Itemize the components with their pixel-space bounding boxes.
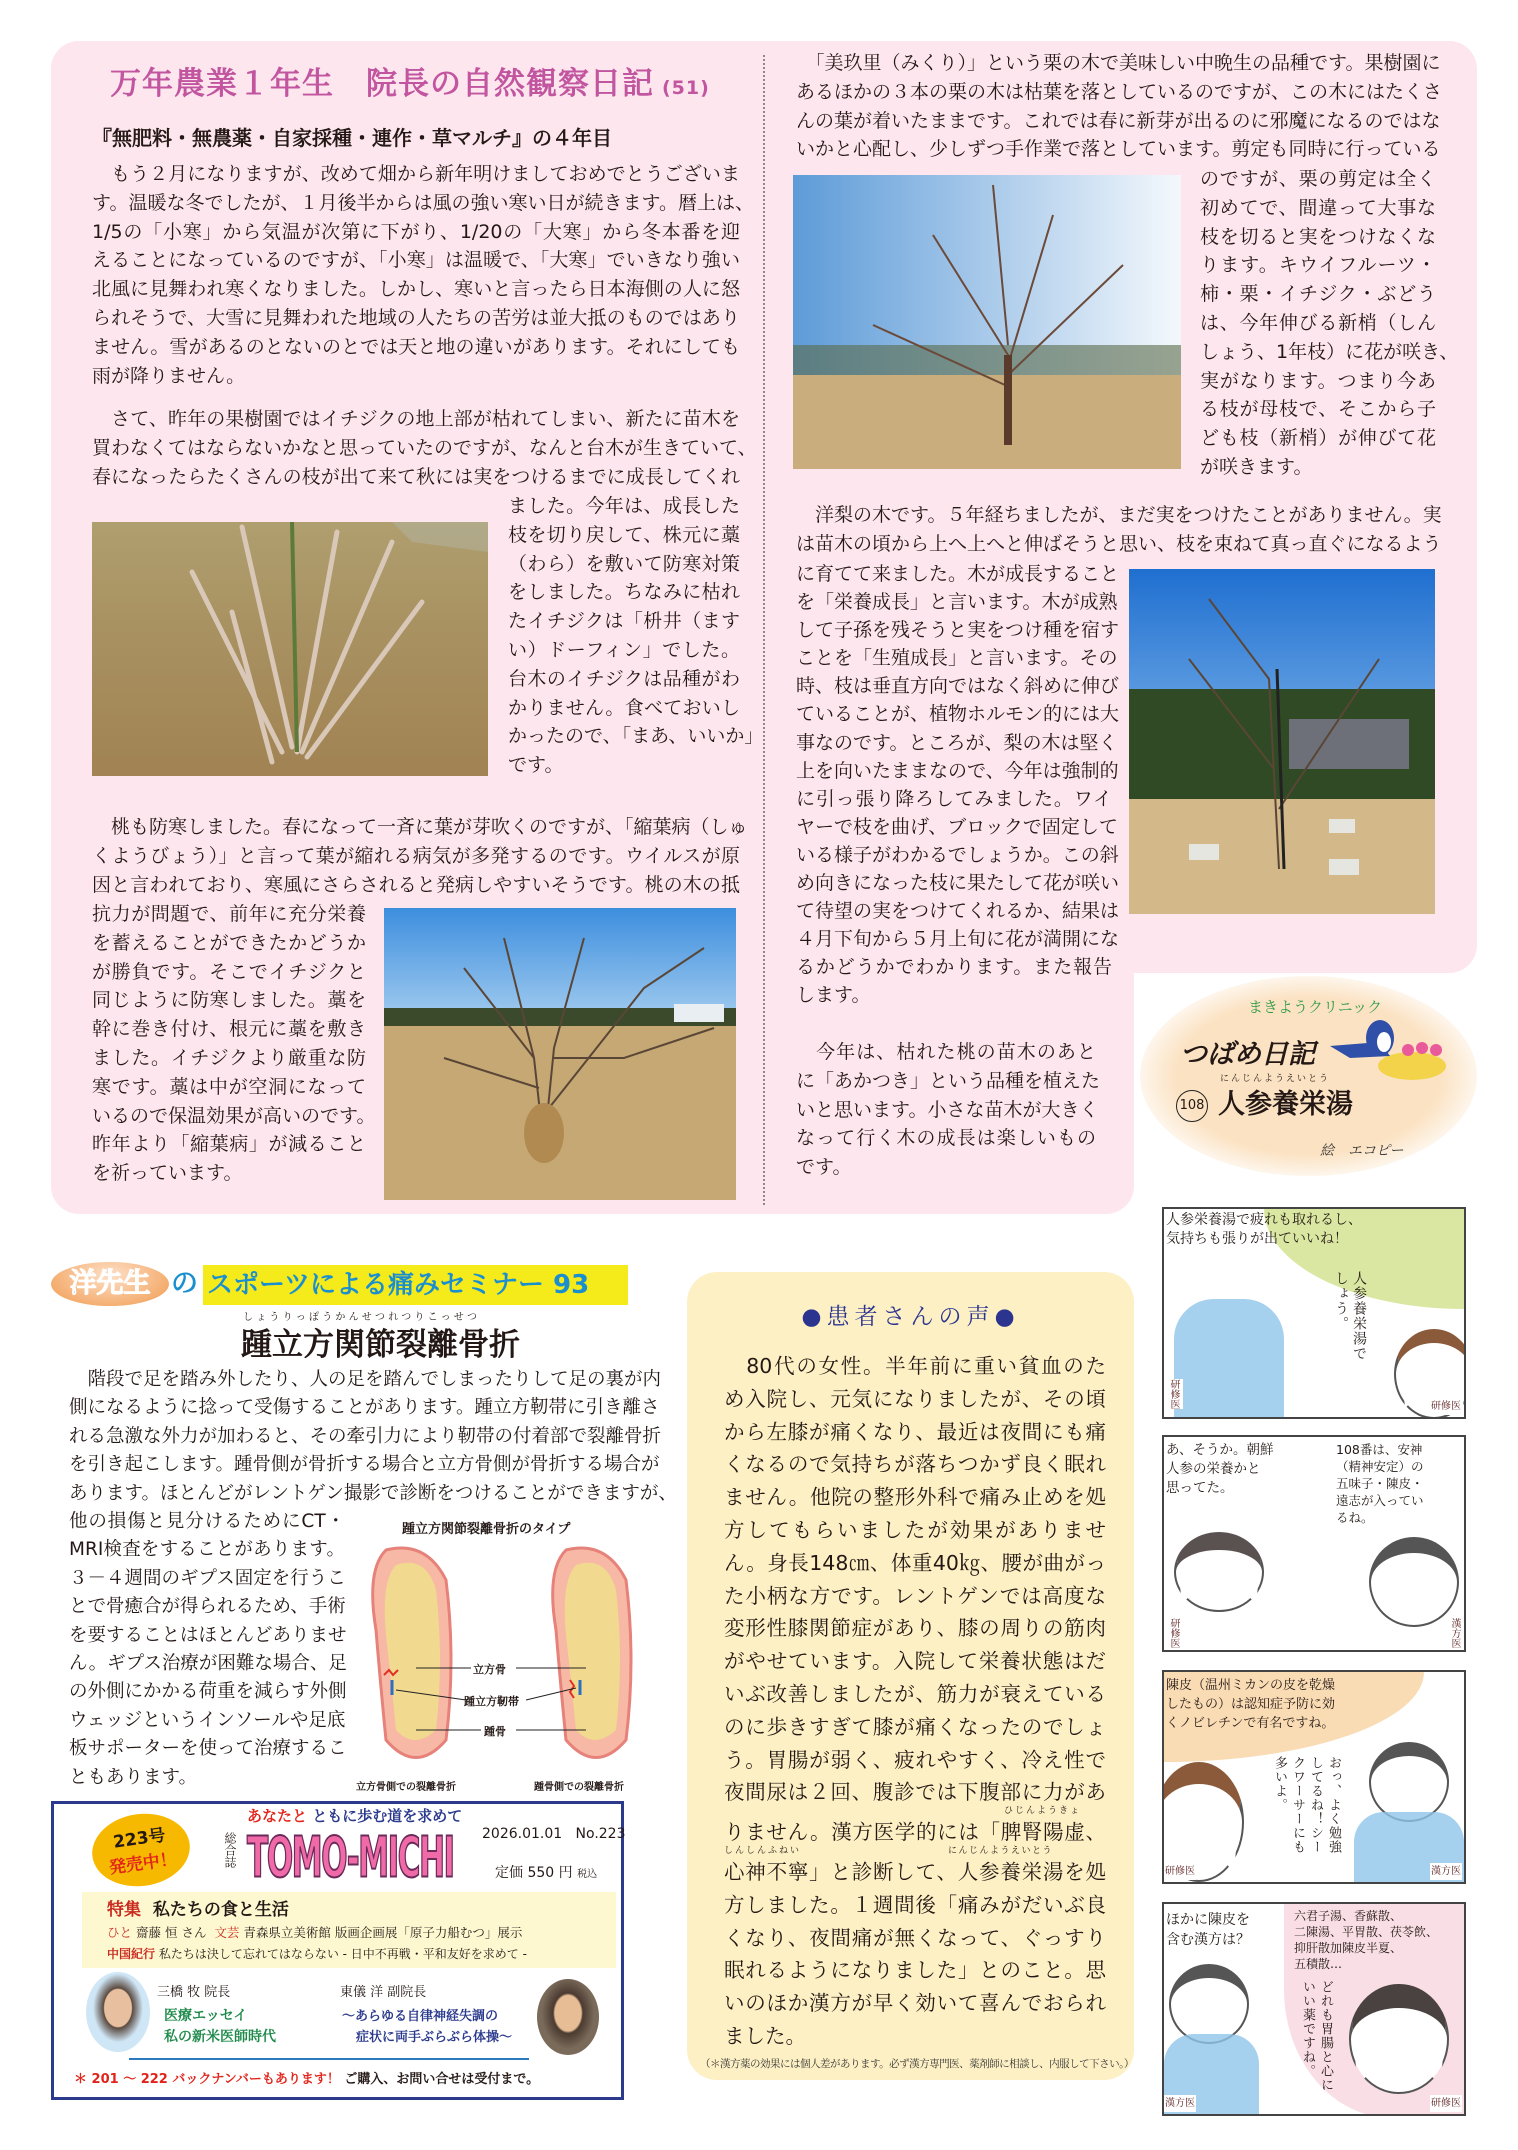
issue-badge [87,1808,194,1893]
text-line: 実がなります。つまり今あ [1200,369,1436,392]
role-label: 漢方医 [1445,1618,1464,1648]
panel1-vertical-speech [1332,1271,1368,1401]
text-line: ません。他院の整形外科で痛み止めを処 [724,1485,1106,1510]
paragraph-2 [92,405,757,491]
date: 2026.01.01 [482,1826,563,1842]
akatsuki-paragraph [796,1038,1101,1182]
issue-number: No.223 [575,1826,626,1842]
text-line: いるので保温効果が高いのです。 [92,1104,376,1127]
speech-line: 人参の栄養かと [1166,1461,1261,1477]
speech-line: 五積散… [1294,1957,1343,1971]
text-line: ません。雪があるのとないのとでは天と地の違いがあります。それにしても [92,335,740,358]
text-line: ました。今年は、成長した [508,495,740,517]
issue-date [482,1826,626,1842]
chestnut-paragraph-wrap [1200,165,1459,482]
text-line: なって行く木の成長は楽しいもの [796,1127,1096,1150]
figure-title: 踵立方関節裂離骨折のタイプ [402,1522,571,1537]
essay2-line2: 症状に両手ぶらぶら体操～ [356,2030,513,2045]
panel4-vertical-speech [1298,1980,1334,2114]
text-line: して子孫を残そうと実をつけ種を宿す [796,619,1120,642]
speech-line: しょう。 [1333,1271,1349,1331]
contents-band [82,1892,616,1968]
text-line: （わら）を敷いて防寒対策 [508,552,740,575]
text-line: て待望の実をつけてくれるか、結果は [796,900,1120,923]
text-line: あるほかの３本の栗の木は枯葉を落としているのですが、この木にはたくさ [796,80,1443,103]
speech-line: 六君子湯、香蘇散、 [1294,1909,1403,1923]
text-line: 洋梨の木です。５年経ちましたが、まだ実をつけたことがありません。実 [796,504,1442,526]
ad-divider [129,2058,529,2060]
role-label: 研修医 [1430,2095,1462,2112]
diary-title [110,58,710,103]
text-line: ん。ギプス治療が困難な場合、足 [69,1652,347,1674]
literature-label: 文芸 [214,1925,240,1940]
text-line: 1/5の「小寒」から気温が次第に下がり、1/20の「大寒」から冬本番を迎 [92,220,740,243]
tsubame-issue-number: 108 [1176,1090,1208,1122]
seminar-body-wrap [69,1508,345,1792]
seminar-header [203,1265,628,1305]
fig-tree-photo [92,522,488,776]
seminar-teacher-name: 洋先生 [69,1268,151,1299]
comic-panel-2 [1162,1435,1466,1652]
price [495,1862,597,1882]
text-line: 桃も防寒しました。春になって一斉に葉が芽吹くのですが、「縮葉病（しゅ [92,816,748,838]
speech-line: 思ってた。 [1166,1480,1234,1496]
vice-director-name: 東儀 洋 副院長 [340,1985,427,2000]
speech-line: 二陳湯、平胃散、茯苓飲、 [1294,1925,1439,1939]
travel-title: 私たちは決して忘れてはならない - 日中不再戦・平和友好を求めて - [158,1947,527,1961]
text-line: ３－４週間のギプス固定を行うこ [69,1567,346,1589]
text-line: 眠れるようになりました」とのこと。思 [724,1958,1106,1983]
paragraph-1 [92,160,754,390]
text-line: 上を向いたままなので、今年は強制的 [796,759,1119,782]
pear-paragraph [796,501,1442,559]
patient-voice-body [724,1350,1106,2053]
text-line: の外側にかかる荷重を減らす外側 [69,1681,347,1703]
text-line: う。胃腸が弱く、疲れやすく、冷え性で [724,1747,1106,1772]
paragraph-2-wrap [508,492,764,780]
resident-character [1174,1532,1264,1612]
speech-line: クワーサーにも [1290,1756,1305,1854]
text-line: 今年は、枯れた桃の苗木のあと [796,1041,1096,1063]
person-label: ひと [107,1925,133,1940]
badge-on-sale: 発売中！ [107,1849,179,1879]
seminar-header-text: スポーツによる痛みセミナー 93 [207,1270,590,1300]
text-line: を引き起こします。踵骨側が骨折する場合と立方骨側が骨折する場合が [69,1454,660,1476]
patient-voice-title: ●患者さんの声● [801,1304,1020,1330]
text-line: 板サポーターを使って治療するこ [69,1738,347,1760]
speech-line: るね。 [1336,1510,1374,1525]
price-value: 定価 550 円 [495,1865,573,1881]
text-line: 寒です。藁は中が空洞になって [92,1075,366,1098]
text-line: いる様子がわかるでしょうか。この斜 [796,843,1119,866]
tagline [247,1807,462,1825]
text-line: に引っ張り降ろしてみました。ワイ [796,787,1112,810]
artist-credit: 絵 エコピー [1320,1143,1404,1159]
text-line: くなり、夜間痛が無くなって、ぐっすり [724,1925,1106,1950]
text-line: た小柄な方です。レントゲンでは高度な [724,1583,1106,1608]
text-line: 時、枝は垂直方向ではなく斜めに伸び [796,675,1120,698]
speech-line: してるね！シー [1308,1756,1323,1854]
text-line: ました。 [724,2023,806,2048]
text-line: ていることが、植物ホルモン的には大 [796,703,1120,726]
text-line: たイチジクは「枡井（ます [508,610,740,633]
text-line: です。 [508,754,564,777]
foot-figure [356,1510,648,1794]
speech-line: したもの）は認知症予防に効 [1166,1697,1336,1712]
text-line: ん。身長148㎝、体重40㎏、腰が曲がっ [724,1550,1106,1575]
text-line: 夜間尿は２回、腹診では下腹部に力があ [724,1780,1106,1805]
panel4-speech-right [1294,1908,1438,1972]
inquiry-note: ご購入、お問い合せは受付まで。 [344,2072,540,2087]
text-line: を要することはほとんどありませ [69,1624,347,1646]
text-line: い）ドーフィン」でした。 [508,638,740,661]
seminar-title-ruby: しょうりっぽうかんせつれつりこっせつ [243,1312,481,1323]
role-label: 漢方医 [1164,2095,1196,2112]
text-line: いのほか漢方が早く効いて喜んでおられ [724,1991,1106,2016]
panel2-speech-right [1336,1441,1424,1526]
speech-line: （精神安定）の [1336,1459,1424,1474]
caption-calcaneus-side: 踵骨側での裂離骨折 [534,1782,624,1793]
role-label: 研修医 [1164,1863,1196,1880]
text-line: かりません。食べておいし [508,696,740,719]
diary-title-text: 万年農業１年生 院長の自然観察日記 [110,66,654,102]
text-line: 買わなくてはならないかなと思っていたのですが、なんと台木が生きていて、 [92,436,757,459]
text-line: ウェッジというインソールや足底 [69,1709,346,1731]
speech-line: 108番は、安神 [1336,1442,1423,1457]
text-line: いかと心配し、少しずつ手作業で落としています。剪定も同時に行っている [796,138,1441,161]
text-line: 初めてで、間違って大事な [1200,196,1436,219]
text-line: さて、昨年の果樹園ではイチジクの地上部が枯れてしまい、新たに苗木を [92,408,740,430]
vice-director-photo [537,1979,599,2055]
panel3-vertical-speech [1270,1756,1342,1878]
text-line: られそうで、大雪に見舞われた地域の人たちの苦労は並大抵のものではあり [92,306,740,329]
chestnut-tree-photo [793,175,1181,469]
text-line: が勝負です。そこでイチジクと [92,960,366,983]
text-line: を「栄養成長」と言います。木が成熟 [796,591,1118,614]
back-numbers-note: ＊ 201 ～ 222 バックナンバーもあります！ [74,2072,340,2087]
text-line: します。 [796,984,871,1007]
text-line: りません。漢方医学的には「脾腎陽虚、 [724,1820,1106,1845]
speech-line: 多いよ。 [1272,1756,1287,1812]
text-line: 心神不寧」と診断して、人参養栄湯を処 [724,1859,1106,1884]
text-line: が咲きます。 [1200,455,1313,478]
magazine-logo: TOMO-MICHI [247,1826,454,1891]
text-line: えることになっているのですが、「小寒」は温暖で、「大寒」でいきなり強い [92,249,740,272]
chestnut-paragraph [796,49,1443,164]
text-line: ります。キウイフルーツ・ [1200,254,1436,277]
panel2-speech-left [1166,1441,1273,1498]
text-line: くようびょう）」と言って葉が縮れる病気が多発するのです。ウイルスが原 [92,844,740,867]
text-line: MRI検査をすることがあります。 [69,1539,345,1561]
text-line: 方しました。１週間後「痛みがだいぶ良 [724,1892,1106,1917]
label-ligament: 踵立方靭帯 [464,1695,519,1708]
text-line: 北風に見舞われ寒くなりました。しかし、寒いと言ったら日本海側の人に怒 [92,278,740,301]
text-line: 枝を切ると実をつけなくな [1200,225,1436,248]
text-line: もう２月になりますが、改めて畑から新年明けましておめでとうございま [92,163,740,185]
comic-panel-3 [1162,1670,1466,1884]
speech-line: 人参栄養湯で疲れも取れるし、 [1166,1212,1362,1228]
kampo-doctor-character [1169,1964,1249,2044]
pear-paragraph-wrap [796,560,1120,1010]
director-name: 三橋 牧 院長 [157,1985,231,2000]
comic-panel-1 [1162,1207,1466,1419]
panel3-speech [1166,1676,1335,1733]
role-label: 漢方医 [1430,1863,1462,1880]
text-line: がやせています。入院して栄養状態はだ [724,1649,1106,1674]
seminar-title: 踵立方関節裂離骨折 [241,1327,520,1363]
essay1-line1: 医療エッセイ [164,2008,248,2024]
clinic-name: まきようクリニック [1248,998,1383,1016]
kampo-doctor-character [1369,1537,1459,1627]
text-line: に「あかつき」という品種を植えた [796,1069,1101,1092]
text-line: かったので、「まあ、いいか」 [508,725,764,748]
pear-tree-photo [1129,569,1435,914]
text-line: ども枝（新梢）が伸びて花 [1200,427,1436,450]
ruby-hijin: ひじんようきょ [1004,1806,1082,1816]
paragraph-3 [92,813,748,899]
essay2-line1: ～あらゆる自律神経失調の [342,2009,499,2024]
text-line: 枝を切り戻して、株元に藁 [508,523,740,546]
text-line: るかどうかでわかります。また報告 [796,956,1112,979]
text-line: のですが、栗の剪定は全く [1200,168,1436,190]
diary-issue-number: (51) [662,77,710,99]
director-photo [86,1972,150,2052]
ruby-shinshin: しんしんふねい [724,1846,802,1856]
magazine-genre: 総合誌 [223,1832,237,1868]
text-line: す。温暖な冬でしたが、１月後半からは風の強い寒い日が続きます。暦上は、 [92,191,754,214]
role-label: 研修医 [1430,1398,1462,1415]
tsubame-title: つばめ日記 [1180,1039,1315,1070]
feature-title: 私たちの食と生活 [152,1900,289,1920]
resident-character [1174,1299,1284,1419]
text-line: 台木のイチジクは品種がわ [508,667,740,690]
text-line: 柿・栗・イチジク・ぶどう [1200,283,1436,306]
text-line: をしました。ちなみに枯れ [508,581,740,604]
speech-line: どれも胃腸と心に [1318,1980,1333,2092]
label-calcaneus: 踵骨 [484,1725,506,1738]
text-line: は苗木の頃から上へ上へと伸ばそうと思い、枝を束ねて真っ直ぐになるよう [796,532,1442,555]
patient-disclaimer: （＊漢方薬の効果には個人差があります。必ず漢方専門医、薬剤師に相談し、内服して下さい。） [700,2058,1134,2070]
text-line: いと思います。小さな苗木が大きく [796,1098,1099,1121]
tomo-michi-ad [51,1801,624,2100]
travel-label: 中国紀行 [107,1947,156,1961]
text-line: 雨が降りません。 [92,364,246,387]
text-line: を蓄えることができたかどうか [92,931,366,954]
panel1-speech [1166,1211,1362,1249]
text-line: から左膝が痛くなり、最近は夜間にも痛 [724,1419,1106,1444]
tsubame-diary-box [1140,976,1477,1176]
text-line: 側になるように捻って受傷することがあります。踵立方靭帯に引き離さ [69,1397,660,1419]
text-line: は、今年伸びる新梢（しん [1200,311,1436,334]
literature-title: 青森県立美術館 版画企画展「原子力船むつ」展示 [243,1925,523,1940]
speech-line: 遠志が入ってい [1336,1493,1424,1508]
text-line: に育てて来ました。木が成長すること [796,563,1120,585]
speech-line: 抑肝散加陳皮半夏、 [1294,1941,1403,1955]
seminar-teacher-badge [51,1262,169,1306]
speech-line: おっ、よく勉強 [1326,1756,1341,1854]
text-line: を祈っています。 [92,1162,243,1185]
essay1-line2: 私の新米医師時代 [164,2029,276,2045]
column-divider [763,55,765,1205]
text-line: 因と言われており、寒風にさらされると発病しやすいそうです。桃の木の抵 [92,873,740,896]
text-line: しょう、1年枝）に花が咲き、 [1200,340,1459,363]
seminar-body [69,1366,677,1508]
person-name: 齋藤 恒 さん [136,1925,207,1940]
badge-issue: 223号 [112,1825,167,1853]
speech-line: くノビレチンで有名ですね。 [1166,1716,1335,1731]
peach-tree-photo [384,908,736,1200]
speech-line: いい薬ですね。 [1300,1980,1315,2078]
role-label: 研修医 [1164,1379,1183,1409]
text-line: ました。イチジクより厳重な防 [92,1046,366,1069]
text-line: 春になったらたくさんの枝が出て来て秋には実をつけるまでに成長してくれ [92,465,740,488]
text-line: です。 [796,1156,852,1179]
tax-note: 税込 [577,1869,598,1880]
text-line: る枝が母枝で、そこから子 [1200,398,1436,421]
kampo-doctor-character [1369,1742,1449,1822]
speech-line: 気持ちも張りが出ていいね！ [1166,1231,1348,1247]
text-line: 方してもらいましたが効果がありませ [724,1517,1106,1542]
text-line: んの葉が着いたままです。これでは春に新芽が出るのに邪魔になるのではな [796,109,1441,132]
text-line: のに歩きすぎて膝が痛くなったのでしょ [724,1714,1106,1739]
ruby-ninjin: にんじんようえいとう [948,1846,1054,1856]
caption-cuboid-side: 立方骨側での裂離骨折 [356,1782,456,1793]
speech-line: 陳皮（温州ミカンの皮を乾燥 [1166,1678,1336,1693]
text-line: 階段で足を踏み外したり、人の足を踏んでしまったりして足の裏が内 [69,1369,662,1390]
comic-panel-4 [1162,1902,1466,2116]
text-line: 「美玖里（みくり）」という栗の木で美味しい中晩生の品種です。果樹園に [796,52,1441,74]
paragraph-3-wrap [92,900,376,1188]
tsubame-name-ruby: にんじんようえいとう [1220,1074,1331,1084]
ad-footer [74,2068,539,2087]
text-line: め入院し、元気になりましたが、その頃 [724,1386,1106,1411]
tagline-blue: ともに歩む道を求めて [312,1807,463,1825]
text-line: くなるので気持ちが落ちつかず良く眠れ [724,1452,1106,1477]
text-line: れる急激な外力が加わると、その牽引力により靭帯の付着部で裂離骨折 [69,1425,662,1447]
text-line: ともあります。 [69,1766,198,1788]
text-line: とで骨癒合が得られるため、手術 [69,1596,346,1618]
text-line: ４月下旬から５月上旬に花が満開にな [796,928,1120,951]
speech-line: あ、そうか。朝鮮 [1166,1442,1274,1458]
text-line: 幹に巻き付け、根元に藁を敷き [92,1018,366,1041]
text-line: いぶ改善しましたが、筋力が衰えている [724,1681,1106,1706]
text-line: ヤーで枝を曲げ、ブロックで固定して [796,815,1118,838]
speech-line: 五味子・陳皮・ [1336,1476,1424,1491]
resident-character [1349,1984,1449,2094]
text-line: 80代の女性。半年前に重い貧血のた [724,1354,1106,1378]
swallow-nest-icon [1330,1016,1450,1086]
text-line: 同じように防寒しました。藁を [92,989,366,1012]
text-line: 昨年より「縮葉病」が減ること [92,1133,366,1156]
speech-line: 含む漢方は？ [1166,1932,1250,1948]
label-cuboid: 立方骨 [473,1663,506,1676]
text-line: あります。ほとんどがレントゲン撮影で診断をつけることができますが、 [69,1482,677,1504]
role-label: 研修医 [1164,1618,1183,1648]
diary-subtitle: 『無肥料・無農薬・自家採種・連作・草マルチ』の４年目 [92,126,612,150]
text-line: ことを「生殖成長」と言います。その [796,647,1118,670]
seminar-no: の [171,1268,198,1299]
text-line: 他の損傷と見分けるためにCT・ [69,1511,345,1532]
speech-line: ほかに陳皮を [1166,1912,1250,1928]
panel4-speech-left [1166,1910,1250,1950]
speech-line: 人参養栄湯で [1351,1271,1367,1361]
text-line: め向きになった枝に果たして花が咲い [796,872,1120,895]
text-line: 抗力が問題で、前年に充分栄養 [92,903,366,925]
feature-label: 特集 [107,1900,141,1920]
tsubame-name: 人参養栄湯 [1218,1089,1353,1120]
text-line: 事なのです。ところが、梨の木は堅く [796,731,1118,754]
tagline-red: あなたと [247,1807,308,1825]
text-line: 変形性膝関節症があり、膝の周りの筋肉 [724,1616,1106,1641]
